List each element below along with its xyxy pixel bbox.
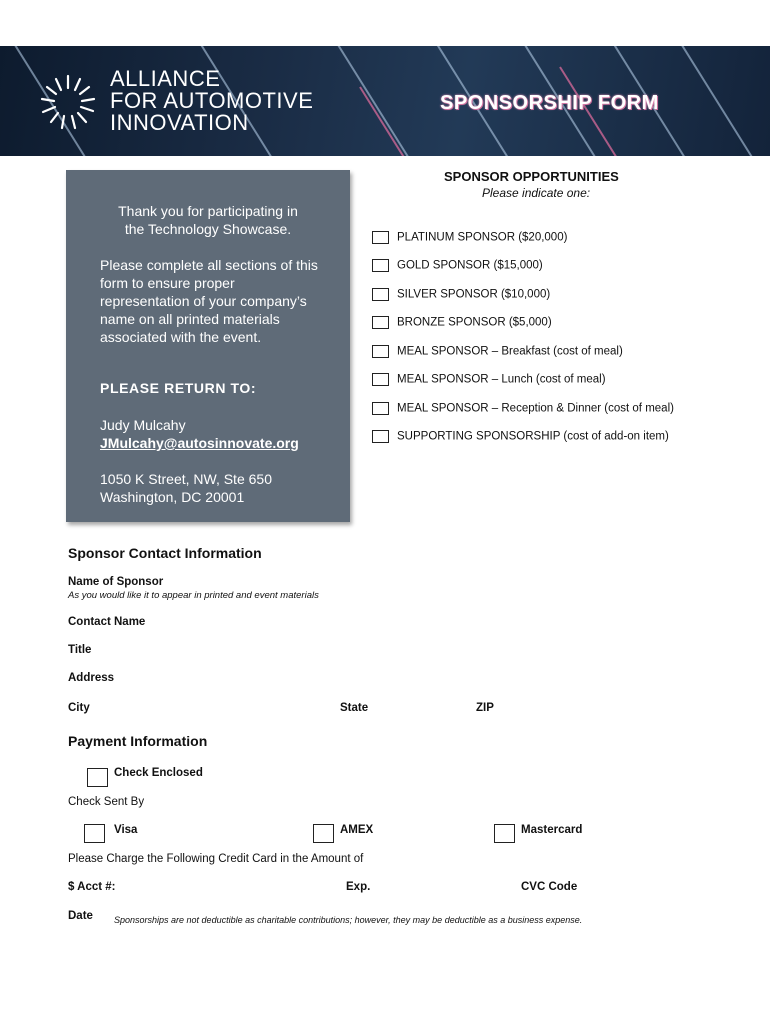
reception-checkbox[interactable] — [372, 402, 389, 415]
mastercard-checkbox[interactable] — [494, 824, 515, 843]
option-label: MEAL SPONSOR – Lunch (cost of meal) — [397, 373, 606, 386]
mastercard-label: Mastercard — [521, 824, 583, 836]
amex-label: AMEX — [340, 824, 374, 836]
breakfast-checkbox[interactable] — [372, 345, 389, 358]
expiration-label: Exp. — [346, 881, 371, 893]
opportunities-title: SPONSOR OPPORTUNITIES — [444, 169, 619, 184]
deductibility-footnote: Sponsorships are not deductible as charitable contributions; however, they may be deductible as a business expense. — [114, 915, 583, 925]
check-enclosed-label: Check Enclosed — [114, 767, 203, 779]
option-label: SUPPORTING SPONSORSHIP (cost of add-on item) — [397, 430, 669, 443]
contact-person: Judy Mulcahy — [100, 417, 186, 433]
account-number-label: $ Acct #: — [68, 881, 116, 893]
form-title: SPONSORSHIP FORM — [440, 92, 659, 114]
option-meal-lunch[interactable] — [372, 373, 606, 389]
contact-email-link[interactable]: JMulcahy@autosinnovate.org — [100, 435, 299, 451]
option-label: GOLD SPONSOR ($15,000) — [397, 259, 543, 272]
info-panel — [66, 170, 350, 522]
return-heading: PLEASE RETURN TO: — [100, 380, 257, 396]
brand-line-1: ALLIANCE — [110, 66, 221, 91]
name-of-sponsor-label: Name of Sponsor — [68, 576, 164, 588]
brand-line-3: INNOVATION — [110, 110, 249, 135]
option-meal-reception[interactable] — [372, 402, 674, 418]
amex-checkbox[interactable] — [313, 824, 334, 843]
gold-checkbox[interactable] — [372, 259, 389, 272]
option-bronze[interactable] — [372, 316, 552, 332]
bronze-checkbox[interactable] — [372, 316, 389, 329]
lunch-checkbox[interactable] — [372, 373, 389, 386]
visa-checkbox[interactable] — [84, 824, 105, 843]
contact-info-heading: Sponsor Contact Information — [68, 545, 262, 561]
charge-amount-label: Please Charge the Following Credit Card in the Amount of — [68, 853, 364, 865]
thanks-line-2: the Technology Showcase. — [124, 221, 292, 237]
city-label: City — [68, 702, 90, 714]
option-label: BRONZE SPONSOR ($5,000) — [397, 316, 552, 329]
brand-name — [110, 68, 313, 134]
option-platinum[interactable] — [372, 231, 567, 247]
option-label: PLATINUM SPONSOR ($20,000) — [397, 231, 568, 244]
supporting-checkbox[interactable] — [372, 430, 389, 443]
address-line-2: Washington, DC 20001 — [100, 489, 245, 505]
return-address — [100, 470, 272, 506]
thanks-message — [66, 202, 350, 238]
option-label: SILVER SPONSOR ($10,000) — [397, 288, 551, 301]
address-line-1: 1050 K Street, NW, Ste 650 — [100, 471, 272, 487]
check-sent-by-label: Check Sent By — [68, 796, 145, 808]
option-label: MEAL SPONSOR – Reception & Dinner (cost of meal) — [397, 402, 674, 415]
address-label: Address — [68, 672, 115, 684]
contact-name-label: Contact Name — [68, 616, 146, 628]
zip-label: ZIP — [476, 702, 494, 714]
option-silver[interactable] — [372, 288, 550, 304]
opportunities-subtitle: Please indicate one: — [482, 186, 591, 200]
visa-label: Visa — [114, 824, 138, 836]
header-banner — [0, 46, 770, 156]
option-supporting[interactable] — [372, 430, 669, 446]
name-of-sponsor-note: As you would like it to appear in printed and event materials — [68, 590, 319, 601]
return-contact — [100, 416, 299, 452]
option-meal-breakfast[interactable] — [372, 345, 623, 361]
platinum-checkbox[interactable] — [372, 231, 389, 244]
silver-checkbox[interactable] — [372, 288, 389, 301]
check-enclosed-checkbox[interactable] — [87, 768, 108, 787]
brand-line-2: FOR AUTOMOTIVE — [110, 88, 314, 113]
instructions-text: Please complete all sections of this form to ensure proper representation of your company’s name on all printed materials associated with the event. — [100, 257, 318, 345]
state-label: State — [340, 702, 369, 714]
date-label: Date — [68, 910, 93, 922]
cvc-label: CVC Code — [521, 881, 578, 893]
title-label: Title — [68, 644, 92, 656]
payment-heading: Payment Information — [68, 733, 208, 749]
option-gold[interactable] — [372, 259, 543, 275]
thanks-line-1: Thank you for participating in — [118, 203, 298, 219]
option-label: MEAL SPONSOR – Breakfast (cost of meal) — [397, 345, 623, 358]
sunburst-circle-logo-icon — [38, 72, 98, 132]
